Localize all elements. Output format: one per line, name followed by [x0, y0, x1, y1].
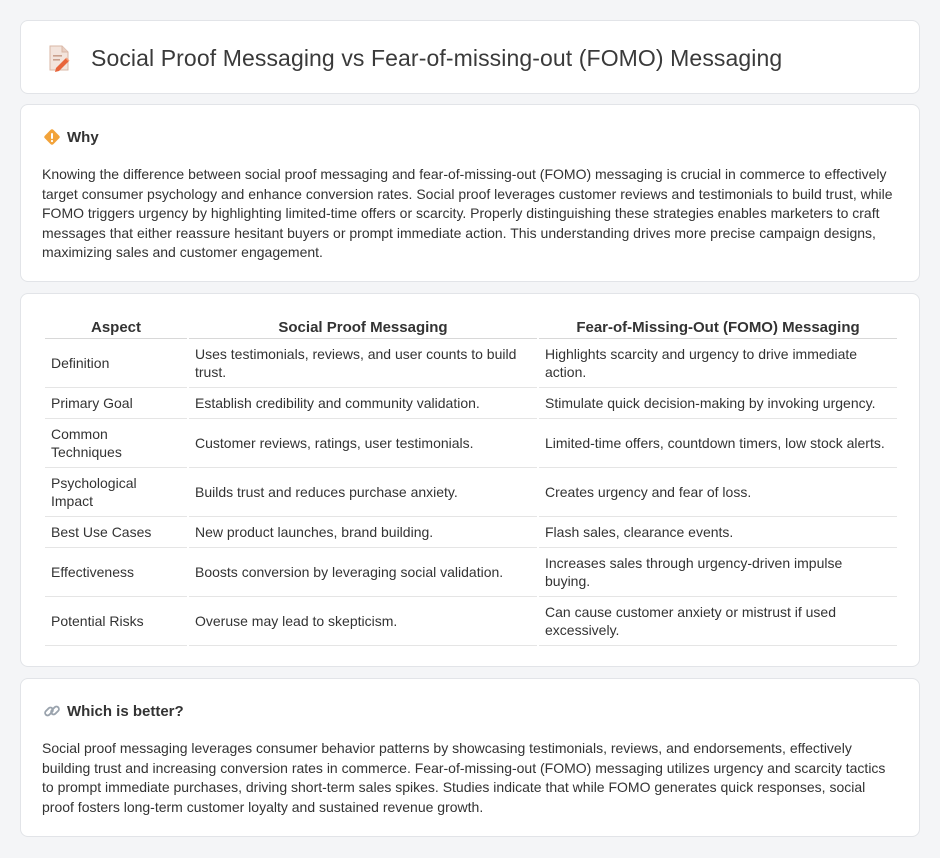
row-aspect: Potential Risks [45, 597, 187, 646]
row-fomo: Increases sales through urgency-driven impulse buying. [539, 548, 897, 597]
table-row [45, 468, 897, 517]
table-header-row [45, 316, 897, 339]
row-aspect: Primary Goal [45, 388, 187, 419]
document-edit-icon [47, 44, 71, 72]
table-row [45, 517, 897, 548]
better-heading: Which is better? [67, 702, 184, 720]
row-fomo: Flash sales, clearance events. [539, 517, 897, 548]
row-fomo: Creates urgency and fear of loss. [539, 468, 897, 517]
table-row [45, 597, 897, 646]
row-social-proof: Boosts conversion by leveraging social validation. [189, 548, 537, 597]
title-row [47, 44, 782, 72]
better-header [43, 702, 184, 720]
row-social-proof: Uses testimonials, reviews, and user counts to build trust. [189, 339, 537, 388]
row-fomo: Limited-time offers, countdown timers, low stock alerts. [539, 419, 897, 468]
row-fomo: Stimulate quick decision-making by invoking urgency. [539, 388, 897, 419]
row-social-proof: Customer reviews, ratings, user testimonials. [189, 419, 537, 468]
row-aspect: Definition [45, 339, 187, 388]
why-header [43, 128, 99, 146]
link-icon [43, 702, 61, 720]
comparison-section [20, 293, 920, 667]
row-fomo: Highlights scarcity and urgency to drive immediate action. [539, 339, 897, 388]
page-title: Social Proof Messaging vs Fear-of-missing-out (FOMO) Messaging [91, 44, 783, 71]
table-row [45, 388, 897, 419]
row-fomo: Can cause customer anxiety or mistrust if used excessively. [539, 597, 897, 646]
header-fomo: Fear-of-Missing-Out (FOMO) Messaging [539, 316, 897, 339]
why-section [20, 104, 920, 282]
row-social-proof: Overuse may lead to skepticism. [189, 597, 537, 646]
row-social-proof: Establish credibility and community validation. [189, 388, 537, 419]
row-aspect: Effectiveness [45, 548, 187, 597]
row-aspect: Common Techniques [45, 419, 187, 468]
why-heading: Why [67, 128, 99, 146]
title-card [20, 20, 920, 94]
comparison-table [43, 316, 899, 646]
diamond-sign-icon [43, 128, 61, 146]
table-row [45, 419, 897, 468]
better-body: Social proof messaging leverages consumer behavior patterns by showcasing testimonials, reviews, and endorsements, effectively building trust and increasing conversion rates in commerce. Fear-of-missing-out (FOMO) messaging utilizes urgency and scarcity tactics to prompt immediate purchases, driving short-term sales spikes. Studies indicate that while FOMO generates quick responses, social proof fosters long-term customer loyalty and sustained revenue growth. [42, 740, 886, 815]
header-aspect: Aspect [45, 316, 187, 339]
which-is-better-section [20, 678, 920, 837]
row-social-proof: New product launches, brand building. [189, 517, 537, 548]
row-aspect: Psychological Impact [45, 468, 187, 517]
table-row [45, 339, 897, 388]
header-social-proof: Social Proof Messaging [189, 316, 537, 339]
row-social-proof: Builds trust and reduces purchase anxiety. [189, 468, 537, 517]
why-body: Knowing the difference between social proof messaging and fear-of-missing-out (FOMO) messaging is crucial in commerce to effectively target consumer psychology and enhance conversion rates. Social proof leverages customer reviews and testimonials to build trust, while FOMO triggers urgency by highlighting limited-time offers or scarcity. Properly distinguishing these strategies enables marketers to craft messages that either reassure hesitant buyers or prompt immediate action. This understanding drives more precise campaign designs, maximizing sales and customer engagement. [42, 166, 893, 261]
row-aspect: Best Use Cases [45, 517, 187, 548]
table-row [45, 548, 897, 597]
